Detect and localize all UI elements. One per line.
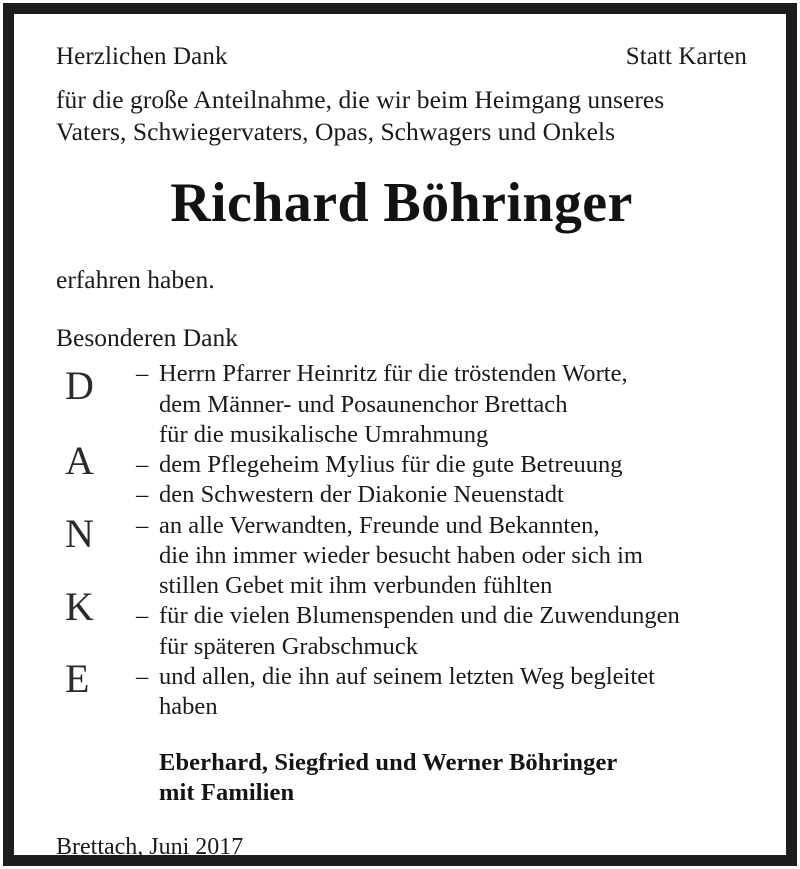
intro-paragraph <box>56 84 747 147</box>
list-item <box>56 480 747 510</box>
intro-line-1: für die große Anteilnahme, die wir beim Heimgang unseres <box>56 85 665 114</box>
list-item-line: dem Männer- und Posaunenchor Brettach <box>159 390 568 418</box>
list-dash-icon: – <box>136 481 149 509</box>
signature-block <box>159 748 747 808</box>
list-item-line: die ihn immer wieder besucht haben oder sich im <box>159 541 643 569</box>
thanks-body <box>56 359 747 722</box>
thanks-list <box>56 359 747 722</box>
special-thanks-heading: Besonderen Dank <box>56 322 238 352</box>
place-and-date: Brettach, Juni 2017 <box>56 834 244 861</box>
list-item <box>56 601 747 662</box>
list-item-line: stillen Gebet mit ihm verbunden fühlten <box>159 572 553 600</box>
list-item <box>56 450 747 480</box>
signature-line-2: mit Familien <box>159 779 295 807</box>
list-item-line: für späteren Grabschmuck <box>159 632 418 660</box>
header-thanks-label: Herzlichen Dank <box>56 43 228 70</box>
list-item <box>56 662 747 723</box>
list-dash-icon: – <box>136 662 149 690</box>
acrostic-letter-d: D <box>65 363 94 409</box>
acrostic-letter-e: E <box>65 656 90 702</box>
list-dash-icon: – <box>136 451 149 479</box>
header-statt-karten-label: Statt Karten <box>625 43 747 70</box>
list-item-line: für die vielen Blumenspenden und die Zuwendungen <box>159 602 680 630</box>
notice-border-frame <box>3 3 797 866</box>
acrostic-letter-n: N <box>65 511 94 557</box>
notice-content <box>14 14 786 861</box>
list-item-line: haben <box>159 693 218 721</box>
list-item-line: den Schwestern der Diakonie Neuenstadt <box>159 481 564 509</box>
acrostic-letter-a: A <box>65 438 94 484</box>
notice-header <box>56 43 747 71</box>
acrostic-letter-k: K <box>65 584 94 630</box>
intro-line-2: Vaters, Schwiegervaters, Opas, Schwagers und Onkels <box>56 116 616 146</box>
list-item <box>56 511 747 602</box>
list-item-line: dem Pflegeheim Mylius für die gute Betreuung <box>159 451 623 479</box>
deceased-name: Richard Böhringer <box>170 172 633 235</box>
list-item-line: für die musikalische Umrahmung <box>159 420 489 448</box>
list-item <box>56 359 747 450</box>
list-dash-icon: – <box>136 511 149 539</box>
list-item-line: Herrn Pfarrer Heinritz für die tröstenden Worte, <box>159 360 628 388</box>
list-dash-icon: – <box>136 602 149 630</box>
intro-closing-line: erfahren haben. <box>56 265 215 295</box>
list-item-line: an alle Verwandten, Freunde und Bekannten, <box>159 511 600 539</box>
list-dash-icon: – <box>136 360 149 388</box>
signature-line-1: Eberhard, Siegfried und Werner Böhringer <box>159 749 618 777</box>
list-item-line: und allen, die ihn auf seinem letzten Weg begleitet <box>159 662 655 690</box>
